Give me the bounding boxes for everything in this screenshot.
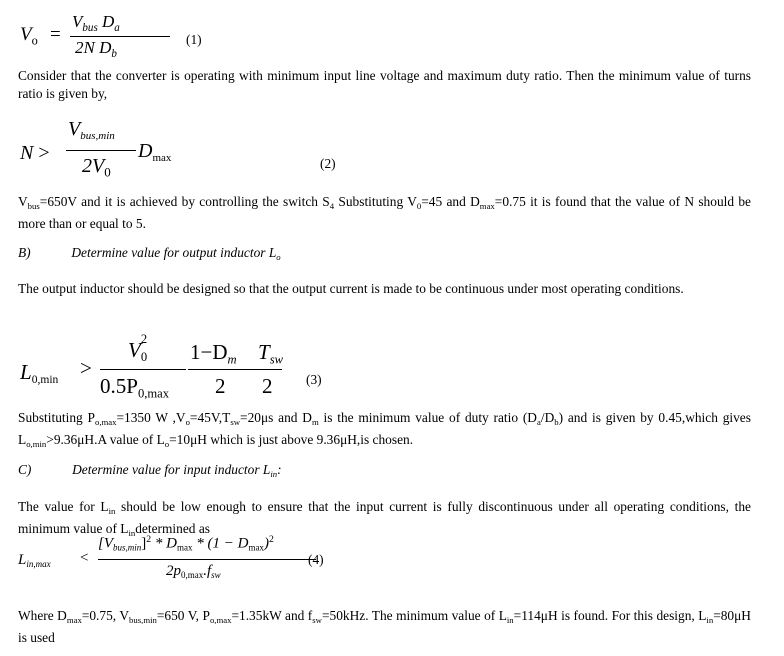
paragraph-4: Substituting $P_{o,max}=1350$ W $,V_o=45V,T_{sw}=20\mu s$ and $D_m$ is the minimum value of duty ratio $(D_a/D_b)$ and is given by 0.45,which gives $L_{o,min}>9.36\mu H.A$ value of $L_o=10\mu H$ which is just above 9.36μH,is chosen. xyxy=(18,410,751,450)
equation-2 xyxy=(20,118,380,193)
paragraph-3: The output inductor should be designed so that the output current is made to be continuous under most operating conditions. xyxy=(18,281,684,296)
paragraph-6: Where $D_{max}=0.75$, $V_{bus,min}=650$ V, $P_{o,max}=1.35kW$ and $f_{sw}=50kHz$. The minimum value of $L_{in}=114\mu H$ is found. For this design, $L_{in}=80\mu H$ is used xyxy=(18,608,751,646)
eq3-f2-den: 2 xyxy=(215,374,226,398)
eq2-num: $V_{bus,min}$ xyxy=(68,118,115,142)
eq2-tail: $D_{max}$ xyxy=(138,140,172,164)
eq3-f1-den: $0.5P_{0,max}$ xyxy=(100,374,170,401)
eq2-number: (2) xyxy=(320,156,336,171)
equation-4 xyxy=(18,534,378,594)
eq1-lhs: $V_o$ xyxy=(20,24,38,48)
eq3-f1-num: V 2 0 xyxy=(128,332,148,364)
eq1-equals: = xyxy=(50,24,61,45)
eq1-number: (1) xyxy=(186,32,202,47)
section-c-heading: C) Determine value for input inductor $L_{in}$: xyxy=(18,462,282,480)
paragraph-5: The value for $L_{in}$ should be low enough to ensure that the input current is fully discontinuous under all operating conditions, the minimum value of $L_{in}determined$ as xyxy=(18,499,751,539)
eq4-num: $[V_{bus,min}]^2 * D_{max} * (1 - D_{max})^2$ xyxy=(98,534,274,553)
eq1-den: 2N $D_b$ xyxy=(75,38,117,60)
eq3-f2-num: $1-D_m$ xyxy=(190,340,237,367)
equation-3 xyxy=(20,332,380,408)
paragraph-2: $V_{bus}=650V$ and it is achieved by controlling the switch $S_4$ Substituting $V_0=45$ and $D_{max}=0.75$ it is found that the value of N should be more than or equal to 5. xyxy=(18,194,751,232)
eq2-den: $2V_0$ xyxy=(82,155,111,180)
eq2-lhs: N > xyxy=(20,142,50,164)
eq4-lhs: $L_{in,max}$ xyxy=(18,552,51,570)
eq3-gt: > xyxy=(80,356,92,380)
paragraph-1: Consider that the converter is operating with minimum input line voltage and maximum duty ratio. Then the minimum value of turns ratio is given by, xyxy=(18,68,751,101)
eq4-lt: < xyxy=(80,550,89,566)
eq3-lhs: $L_{0,min}$ xyxy=(20,360,59,387)
eq4-number: (4) xyxy=(308,552,324,567)
eq1-num: $V_{bus}$ $D_a$ xyxy=(72,12,120,34)
eq4-den: $2p_{0,max}.f_{sw}$ xyxy=(166,563,221,581)
section-b-heading: B) Determine value for output inductor $L_o$ xyxy=(18,245,281,263)
equation-1 xyxy=(20,10,220,60)
eq3-f3-den: 2 xyxy=(262,374,273,398)
eq3-f3-num: $T_{sw}$ xyxy=(258,340,283,367)
eq3-number: (3) xyxy=(306,372,322,387)
